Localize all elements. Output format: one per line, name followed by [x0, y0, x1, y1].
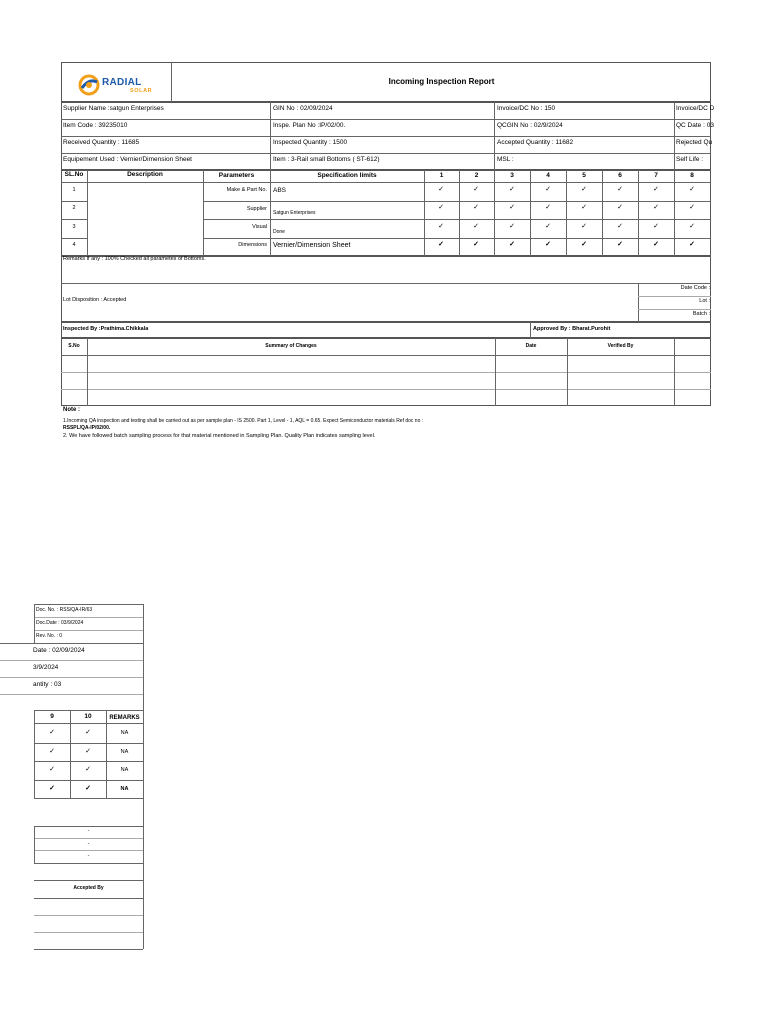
check-mark-r3-s5: ✓: [581, 223, 587, 230]
check-mark-r1-s10: ✓: [85, 729, 91, 736]
remarks-text: Remarks If any : 100% Checked all parametes of Bottoms.: [63, 256, 206, 262]
col-sample-10: 10: [84, 713, 92, 720]
row-3-spec: Done: [273, 229, 285, 235]
item-code: Item Code : 39235010: [63, 122, 128, 129]
check-mark-r4-s2: ✓: [473, 241, 479, 248]
check-mark-r4-s4: ✓: [545, 241, 551, 248]
remarks-frame: [61, 256, 711, 322]
row-1-spec: ABS: [273, 187, 287, 194]
supplier-name: Supplier Name :satgun Enterprises: [63, 105, 164, 112]
logo-sub: SOLAR: [130, 88, 153, 94]
row-1-sl: 1: [72, 187, 76, 193]
check-mark-r2-s7: ✓: [653, 204, 659, 211]
col-sample-8: 8: [690, 172, 694, 179]
check-mark-r1-s8: ✓: [689, 186, 695, 193]
check-mark-r4-s9: ✓: [49, 785, 55, 792]
row-2-spec: Satgun Enterprises: [273, 210, 316, 216]
col-sample-3: 3: [510, 172, 514, 179]
check-mark-r1-s2: ✓: [473, 186, 479, 193]
batch: Batch :: [692, 311, 710, 317]
equipment-used: Equipement Used : Vernier/Dimension Sheet: [63, 156, 192, 163]
qcgin-no: QCGIN No : 02/9/2024: [497, 122, 563, 129]
check-mark-r3-s6: ✓: [617, 223, 623, 230]
check-mark-r2-s8: ✓: [689, 204, 695, 211]
check-mark-r2-s3: ✓: [509, 204, 515, 211]
check-mark-r1-s1: ✓: [438, 186, 444, 193]
inspected-by: Inspected By :Prathima.Chikkala: [63, 326, 149, 332]
report-title: Incoming Inspection Report: [388, 77, 495, 86]
invoice-date: Invoice/DC D: [676, 105, 715, 112]
row-4-parameter: Dimensions: [238, 242, 267, 248]
check-mark-r2-s6: ✓: [617, 204, 623, 211]
qc-date: QC Date : 03: [676, 122, 714, 129]
remark-na-4: NA: [120, 786, 129, 792]
check-mark-r4-s7: ✓: [653, 241, 659, 248]
col-sample-7: 7: [654, 172, 658, 179]
col-description: Description: [127, 171, 163, 178]
remark-na-1: NA: [120, 730, 129, 736]
changes-verified-by: Verified By: [607, 343, 634, 349]
col-remarks: REMARKS: [109, 715, 140, 721]
doc-date: Doc.Date : 03/9/2024: [36, 620, 84, 626]
doc-no: Doc. No. : RSS/QA-IR/63: [36, 607, 93, 613]
changes-date: Date: [525, 343, 537, 349]
changes-sno: S.No: [68, 343, 80, 349]
check-mark-r3-s9: ✓: [49, 766, 55, 773]
check-mark-r3-s8: ✓: [689, 223, 695, 230]
dash-1: -: [87, 828, 90, 834]
check-mark-r1-s4: ✓: [545, 186, 551, 193]
item-desc: Item : 3-Rail small Bottoms ( ST-612): [273, 156, 380, 163]
check-mark-r1-s5: ✓: [581, 186, 587, 193]
check-mark-r3-s7: ✓: [653, 223, 659, 230]
inspe-plan-no: Inspe. Plan No :IP/02/00.: [273, 122, 346, 129]
check-mark-r2-s2: ✓: [473, 204, 479, 211]
col-sample-5: 5: [582, 172, 586, 179]
check-mark-r1-s6: ✓: [617, 186, 623, 193]
row-4-spec: Vernier/Dimension Sheet: [273, 242, 351, 249]
check-mark-r2-s4: ✓: [545, 204, 551, 211]
check-mark-r2-s9: ✓: [49, 748, 55, 755]
check-mark-r1-s7: ✓: [653, 186, 659, 193]
row-4-sl: 4: [72, 242, 76, 248]
rev-no: Rev. No. : 0: [36, 633, 63, 639]
row-2-parameter: Supplier: [246, 206, 267, 212]
dash-2: -: [87, 841, 90, 847]
check-mark-r1-s9: ✓: [49, 729, 55, 736]
check-mark-r4-s8: ✓: [689, 241, 695, 248]
col-sample-9: 9: [50, 713, 54, 720]
inspected-qty: Inspected Quantity : 1500: [273, 139, 348, 146]
note-line-2: 2. We have followed batch sampling process for that material mentioned in Sampling Plan. Quality Plan indicates sampling level.: [63, 433, 376, 439]
note-line-1: 1.Incoming QA inspection and testing shall be carried out as per sample plan - IS 2500. Part 1, Level - 1, AQL = 0.65. Expect Semiconductor materials Ref doc no :: [63, 418, 424, 424]
check-mark-r2-s1: ✓: [438, 204, 444, 211]
row-1-parameter: Make & Part No.: [226, 187, 267, 193]
check-mark-r4-s3: ✓: [509, 241, 515, 248]
dash-3: -: [87, 853, 90, 859]
received-qty: Received Quantity : 11685: [63, 139, 140, 146]
changes-summary: Summary of Changes: [265, 343, 317, 349]
accepted-by: Accepted By: [73, 885, 104, 891]
check-mark-r3-s10: ✓: [85, 766, 91, 773]
date-code: Date Code :: [680, 285, 710, 291]
check-mark-r2-s10: ✓: [85, 748, 91, 755]
msl: MSL :: [497, 156, 514, 163]
col-parameters: Parameters: [218, 172, 255, 179]
radial-solar-logo: [78, 72, 158, 98]
logo-word: RADIAL: [102, 77, 142, 88]
remark-na-2: NA: [120, 749, 129, 755]
row-2-sl: 2: [72, 205, 76, 211]
check-mark-r4-s6: ✓: [617, 241, 623, 248]
check-mark-r3-s2: ✓: [473, 223, 479, 230]
p2-rejected: antity : 03: [33, 681, 62, 688]
row-3-parameter: Visual: [252, 224, 267, 230]
note-label: Note :: [63, 407, 80, 413]
approved-by: Approved By : Bharat.Purohit: [533, 326, 611, 332]
note-line-1b: RSSPL/QA-IP/02/00.: [63, 425, 111, 431]
check-mark-r4-s1: ✓: [438, 241, 444, 248]
check-mark-r2-s5: ✓: [581, 204, 587, 211]
signoff-frame: [61, 322, 711, 338]
invoice-no: Invoice/DC No : 150: [497, 105, 556, 112]
col-sample-1: 1: [439, 172, 444, 179]
col-sample-4: 4: [546, 172, 550, 179]
check-mark-r4-s10: ✓: [85, 785, 91, 792]
p2-date: Date : 02/09/2024: [33, 647, 85, 654]
self-life: Self Life :: [676, 156, 704, 163]
check-mark-r3-s3: ✓: [509, 223, 515, 230]
gin-no: GIN No : 02/09/2024: [273, 105, 333, 112]
remark-na-3: NA: [120, 767, 129, 773]
col-sample-6: 6: [618, 172, 622, 179]
accepted-qty: Accepted Quantity : 11682: [497, 139, 574, 146]
check-mark-r1-s3: ✓: [509, 186, 515, 193]
col-sl-no: SL.No: [64, 171, 84, 178]
check-mark-r3-s1: ✓: [438, 223, 444, 230]
check-mark-r4-s5: ✓: [581, 241, 587, 248]
rejected-qty: Rejected Qu: [676, 139, 713, 146]
col-spec-limits: Specification limits: [317, 172, 377, 179]
col-sample-2: 2: [474, 172, 479, 179]
check-mark-r3-s4: ✓: [545, 223, 551, 230]
p2-qc-date: 3/9/2024: [33, 664, 59, 671]
lot: Lot :: [699, 298, 710, 304]
row-3-sl: 3: [72, 224, 76, 230]
lot-disposition: Lot Disposition : Accepted: [63, 297, 127, 303]
